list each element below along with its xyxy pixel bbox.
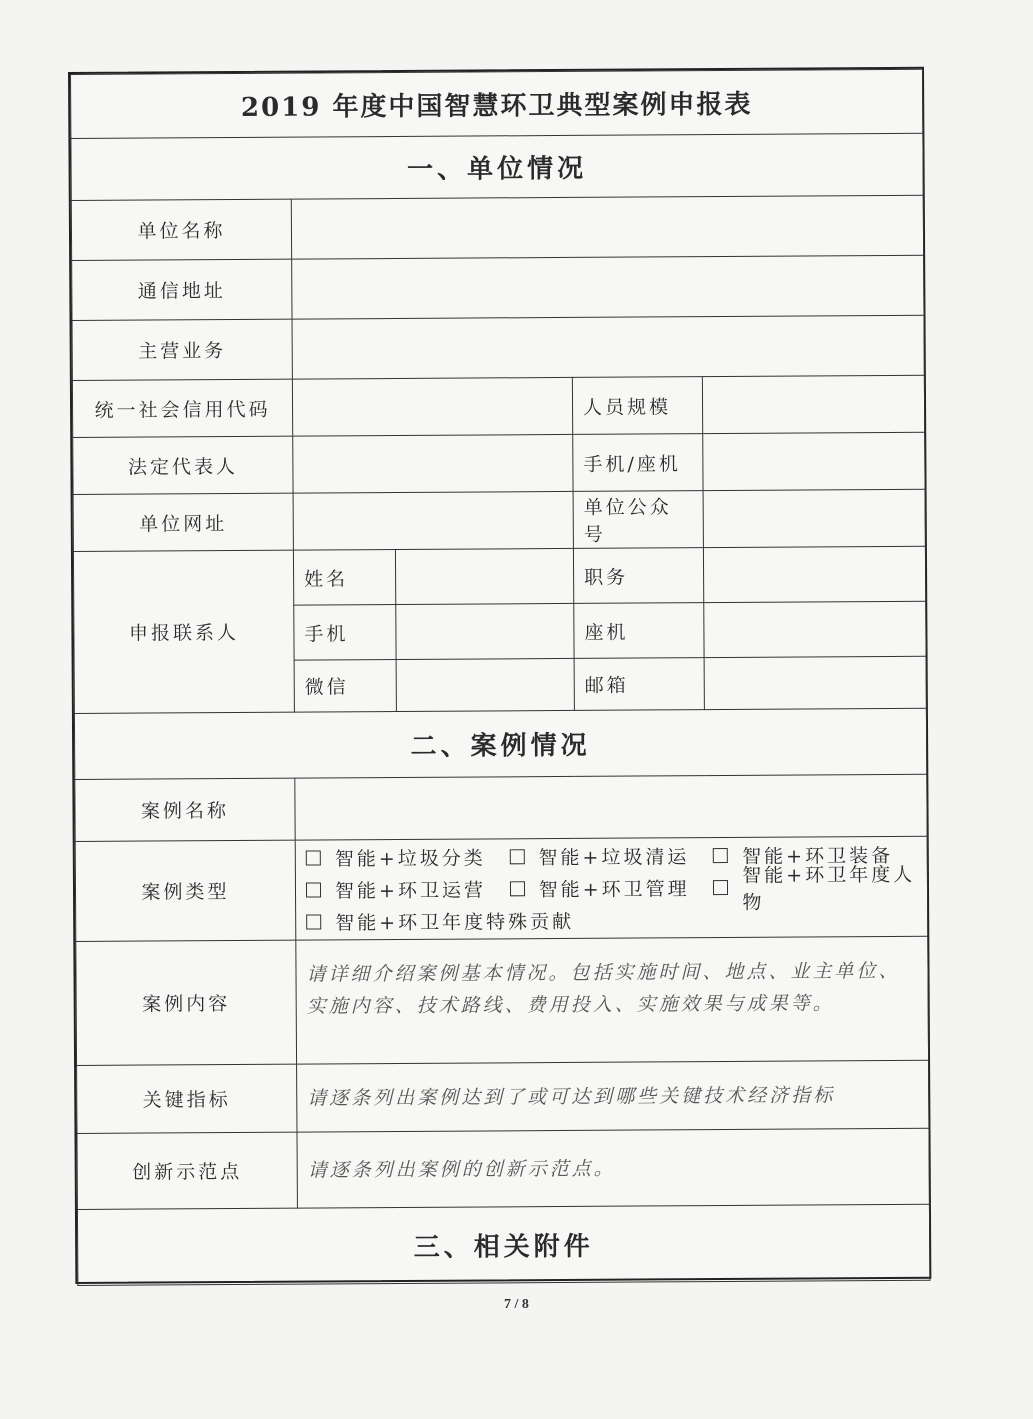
option-label: 智能+环卫运营 — [334, 879, 486, 903]
unit-name-field[interactable] — [291, 195, 923, 259]
checkbox-icon[interactable] — [509, 849, 524, 864]
website-row — [73, 489, 925, 551]
option-label: 智能+环卫管理 — [538, 878, 690, 902]
phone-landline-field[interactable] — [703, 432, 925, 490]
checkbox-icon[interactable] — [306, 882, 321, 897]
form-title: 2019 年度中国智慧环卫典型案例申报表 — [71, 69, 923, 138]
checkbox-icon[interactable] — [510, 881, 525, 896]
case-type-options — [295, 836, 928, 940]
key-indicators-row — [77, 1060, 929, 1133]
section3-row — [77, 1204, 929, 1285]
case-name-row — [75, 774, 927, 841]
credit-code-label: 统一社会信用代码 — [72, 379, 292, 437]
option-label: 智能+环卫年度特殊贡献 — [335, 910, 575, 935]
case-content-row — [76, 936, 929, 1065]
section2-row — [74, 708, 926, 779]
legal-rep-label: 法定代表人 — [73, 436, 293, 494]
contact-position-label: 职务 — [573, 548, 703, 604]
checkbox-icon[interactable] — [306, 914, 321, 929]
contact-row-1 — [73, 546, 925, 606]
address-row — [72, 255, 924, 320]
form-title-row — [71, 69, 923, 138]
option-label: 智能+垃圾清运 — [538, 846, 690, 870]
wechat-account-field[interactable] — [703, 489, 925, 547]
staff-size-field[interactable] — [702, 375, 924, 433]
checkbox-icon[interactable] — [306, 850, 321, 865]
website-field[interactable] — [293, 491, 573, 550]
innovation-row — [77, 1128, 929, 1209]
wechat-account-label: 单位公众号 — [573, 491, 703, 549]
section2-heading: 二、案例情况 — [74, 708, 926, 779]
contact-wechat-label: 微信 — [294, 660, 396, 713]
business-field[interactable] — [292, 315, 924, 379]
case-type-label: 案例类型 — [75, 840, 296, 941]
website-label: 单位网址 — [73, 493, 293, 551]
contact-position-field[interactable] — [703, 546, 925, 602]
contact-landline-label: 座机 — [574, 603, 704, 659]
option-special-contribution[interactable] — [306, 906, 666, 935]
business-row — [72, 315, 924, 380]
contact-mobile-label: 手机 — [294, 605, 396, 661]
unit-name-label: 单位名称 — [71, 199, 291, 260]
key-indicators-hint[interactable]: 请逐条列出案例达到了或可达到哪些关键技术经济指标 — [297, 1060, 929, 1132]
contact-name-field[interactable] — [395, 548, 573, 604]
contact-wechat-field[interactable] — [396, 658, 574, 711]
application-form — [68, 67, 931, 1284]
case-name-field[interactable] — [295, 774, 927, 840]
option-label: 智能+环卫年度人物 — [742, 863, 916, 914]
legal-rep-row — [73, 432, 925, 494]
option-sanitation-operation[interactable] — [306, 875, 510, 903]
staff-size-label: 人员规模 — [572, 377, 702, 435]
case-name-label: 案例名称 — [75, 778, 295, 841]
case-content-hint[interactable]: 请详细介绍案例基本情况。包括实施时间、地点、业主单位、实施内容、技术路线、费用投入、实施效果与成果等。 — [296, 936, 929, 1064]
unit-name-row — [71, 195, 923, 260]
option-sanitation-management[interactable] — [510, 874, 714, 902]
address-field[interactable] — [292, 255, 924, 319]
innovation-hint[interactable]: 请逐条列出案例的创新示范点。 — [297, 1128, 929, 1208]
contact-label: 申报联系人 — [73, 550, 294, 713]
case-content-label: 案例内容 — [76, 940, 297, 1065]
section3-heading: 三、相关附件 — [77, 1204, 929, 1285]
option-garbage-sorting[interactable] — [306, 843, 510, 871]
phone-landline-label: 手机/座机 — [573, 434, 703, 492]
checkbox-icon[interactable] — [713, 880, 728, 895]
innovation-label: 创新示范点 — [77, 1132, 297, 1209]
key-indicators-label: 关键指标 — [77, 1064, 297, 1133]
case-type-line-2 — [306, 863, 917, 914]
section1-heading: 一、单位情况 — [71, 133, 923, 200]
option-label: 智能+环卫装备 — [742, 844, 894, 868]
business-label: 主营业务 — [72, 319, 292, 380]
contact-landline-field[interactable] — [704, 601, 926, 657]
contact-mobile-field[interactable] — [396, 603, 574, 659]
option-label: 智能+垃圾分类 — [334, 847, 486, 871]
case-type-row — [75, 836, 928, 941]
contact-name-label: 姓名 — [293, 550, 395, 606]
credit-code-field[interactable] — [292, 377, 572, 436]
contact-email-label: 邮箱 — [574, 658, 704, 711]
address-label: 通信地址 — [72, 259, 292, 320]
credit-code-row — [72, 375, 924, 437]
page-number: 7 / 8 — [504, 1297, 529, 1312]
section1-row — [71, 133, 923, 200]
form-table — [70, 69, 930, 1286]
option-garbage-collection[interactable] — [509, 842, 713, 870]
contact-email-field[interactable] — [704, 656, 926, 709]
option-annual-person[interactable] — [713, 859, 917, 914]
legal-rep-field[interactable] — [293, 434, 573, 493]
